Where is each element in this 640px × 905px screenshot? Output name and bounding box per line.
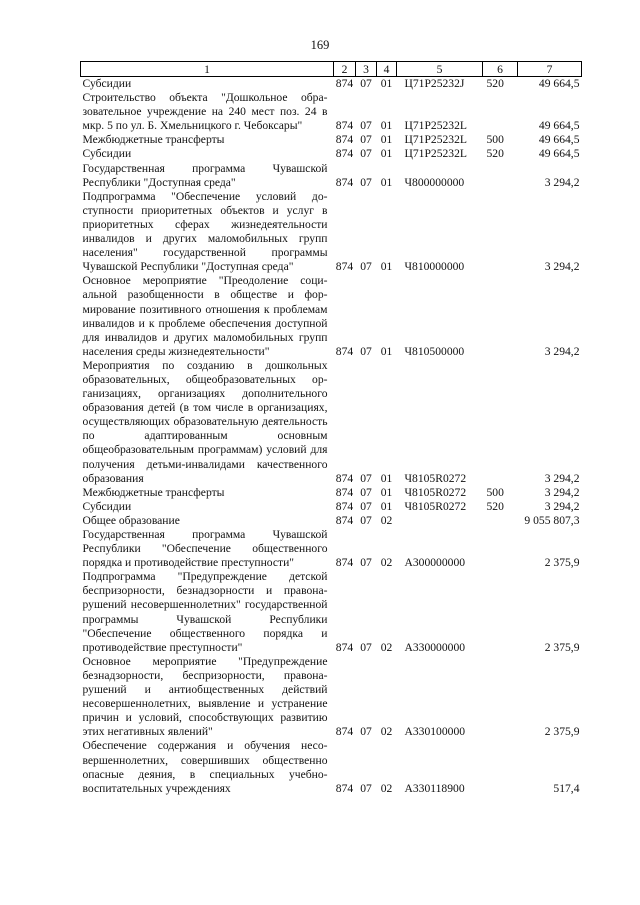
row-subsection-code: 02 <box>380 513 393 527</box>
table-row <box>81 570 582 655</box>
row-ministry-code: 874 <box>335 119 354 133</box>
row-expense-type: 520 <box>486 77 504 90</box>
row-ministry-code: 874 <box>335 556 354 570</box>
row-subsection-code: 01 <box>380 471 393 485</box>
row-description: Основное мероприятие "Преодоление социальной разобщенности в обществе и формирование позитивного отношения к проблемам инвалидов и к проблеме обеспечения доступной для инвалидов и других маломобильных групп населения среды жизнедеятельности" <box>82 274 328 358</box>
table-row <box>81 655 582 740</box>
row-amount: 49 664,5 <box>538 119 580 133</box>
row-section-code: 07 <box>360 725 372 739</box>
table-row <box>81 739 582 795</box>
table-row <box>81 162 582 190</box>
row-target-article: А300000000 <box>404 556 466 570</box>
row-ministry-code: 874 <box>335 147 354 161</box>
row-subsection-code: 01 <box>380 77 393 90</box>
row-expense-type <box>483 655 518 740</box>
table-row <box>81 514 582 528</box>
row-description: Подпрограмма "Обеспечение условий доступности приоритетных объектов и услуг в приоритетных сферах жизнедеятельности инвалидов и других маломобильных групп населения" государственной программы Чувашской Республики "Доступная среда" <box>82 189 328 274</box>
row-section-code: 07 <box>360 499 372 513</box>
row-target-article: Ч8105R0272 <box>404 485 467 499</box>
row-amount: 49 664,5 <box>538 77 580 90</box>
header-row <box>81 62 582 77</box>
row-target-article: Ц71Р25232L <box>404 133 467 147</box>
row-description: Государственная программа Чувашской Республики "Обеспечение общественного порядка и противодействие преступности" <box>82 528 328 570</box>
row-ministry-code: 874 <box>335 175 354 189</box>
row-description: Строительство объекта "Дошкольное образовательное учреждение на 240 мест поз. 24 в мкр. 5 по ул. Б. Хмельницкого г. Чебоксары" <box>82 91 328 133</box>
row-subsection-code: 01 <box>380 119 393 133</box>
row-amount: 2 375,9 <box>544 640 580 654</box>
row-description: Субсидии <box>82 147 132 161</box>
row-expense-type: 520 <box>486 499 504 513</box>
row-section-code: 07 <box>360 147 372 161</box>
row-subsection-code: 01 <box>380 133 393 147</box>
row-target-article: А330118900 <box>404 781 465 795</box>
row-ministry-code: 874 <box>335 471 354 485</box>
row-section-code: 07 <box>360 175 372 189</box>
row-amount: 3 294,2 <box>544 471 580 485</box>
row-ministry-code: 874 <box>335 77 354 90</box>
row-subsection-code: 02 <box>380 556 393 570</box>
row-amount: 3 294,2 <box>544 499 580 513</box>
row-amount: 49 664,5 <box>538 147 580 161</box>
table-row <box>81 77 582 92</box>
row-description: Субсидии <box>82 499 132 513</box>
table-row <box>81 91 582 133</box>
header-col-4: 4 <box>377 62 397 77</box>
row-subsection-code: 01 <box>380 147 393 161</box>
row-expense-type <box>483 190 518 275</box>
row-expense-type <box>483 570 518 655</box>
row-amount: 49 664,5 <box>538 133 580 147</box>
row-description: Межбюджетные трансферты <box>82 133 225 147</box>
row-description: Субсидии <box>82 77 132 90</box>
row-subsection-code: 01 <box>380 499 393 513</box>
row-amount: 2 375,9 <box>544 556 580 570</box>
row-amount: 2 375,9 <box>544 725 580 739</box>
row-section-code: 07 <box>360 77 372 90</box>
row-description: Государственная программа Чувашской Республики "Доступная среда" <box>82 161 328 189</box>
row-section-code: 07 <box>360 640 372 654</box>
row-expense-type <box>483 739 518 795</box>
row-description: Основное мероприятие "Предупреждение безнадзорности, беспризорности, правонарушений и антиобщественных действий несовершеннолетних, выявление и устранение причин и условий, способствующих развитию этих негативных явлений" <box>82 654 328 739</box>
row-section-code: 07 <box>360 471 372 485</box>
row-amount: 3 294,2 <box>544 260 580 274</box>
row-ministry-code: 874 <box>335 513 354 527</box>
row-ministry-code: 874 <box>335 725 354 739</box>
header-col-2: 2 <box>334 62 356 77</box>
row-ministry-code: 874 <box>335 485 354 499</box>
row-target-article: А330000000 <box>404 640 466 654</box>
header-col-7: 7 <box>518 62 582 77</box>
table-row <box>81 486 582 500</box>
header-col-1: 1 <box>81 62 334 77</box>
row-ministry-code: 874 <box>335 260 354 274</box>
row-section-code: 07 <box>360 260 372 274</box>
row-target-article: Ц71Р25232L <box>404 119 467 133</box>
row-amount: 3 294,2 <box>544 485 580 499</box>
row-section-code: 07 <box>360 133 372 147</box>
row-amount: 3 294,2 <box>544 175 580 189</box>
row-expense-type: 520 <box>486 147 504 161</box>
row-section-code: 07 <box>360 485 372 499</box>
row-description: Мероприятия по созданию в дошкольных образовательных, общеобразовательных организациях, организациях дополнительного образования детей (в том числе в организациях, осуществляющих образовательную деятельность по адаптированным основным общеобразовательным программам) условий для получения детьми-инвалидами качественного образования <box>82 358 328 485</box>
row-expense-type <box>483 528 518 570</box>
row-subsection-code: 02 <box>380 640 393 654</box>
row-subsection-code: 01 <box>380 485 393 499</box>
row-expense-type <box>483 359 518 486</box>
row-expense-type <box>483 274 518 359</box>
row-description: Общее образование <box>82 513 180 527</box>
row-description: Подпрограмма "Предупреждение детской беспризорности, безнадзорности и правонарушений несовершеннолетних" государственной программы Чувашской Республики "Обеспечение общественного порядка и противодействие преступности" <box>82 570 328 654</box>
row-subsection-code: 01 <box>380 344 393 358</box>
page-number: 169 <box>310 38 330 52</box>
table-row <box>81 190 582 275</box>
row-target-article: Ц71Р25232J <box>404 77 465 90</box>
row-target-article: Ч810500000 <box>404 344 465 358</box>
row-target-article <box>397 514 483 528</box>
row-target-article: Ч8105R0272 <box>404 471 467 485</box>
table-row <box>81 274 582 359</box>
table-row <box>81 133 582 147</box>
row-ministry-code: 874 <box>335 781 354 795</box>
row-target-article: Ч800000000 <box>404 175 465 189</box>
header-col-6: 6 <box>483 62 518 77</box>
row-subsection-code: 01 <box>380 260 393 274</box>
row-expense-type <box>483 162 518 190</box>
row-ministry-code: 874 <box>335 640 354 654</box>
row-description: Межбюджетные трансферты <box>82 485 225 499</box>
row-amount: 517,4 <box>553 781 580 795</box>
row-section-code: 07 <box>360 344 372 358</box>
row-section-code: 07 <box>360 781 372 795</box>
table-body <box>81 77 582 796</box>
header-col-5: 5 <box>397 62 483 77</box>
row-section-code: 07 <box>360 556 372 570</box>
row-target-article: А330100000 <box>404 725 466 739</box>
row-ministry-code: 874 <box>335 344 354 358</box>
row-subsection-code: 02 <box>380 781 393 795</box>
row-section-code: 07 <box>360 119 372 133</box>
row-section-code: 07 <box>360 513 372 527</box>
row-ministry-code: 874 <box>335 499 354 513</box>
budget-table <box>80 61 582 796</box>
row-ministry-code: 874 <box>335 133 354 147</box>
row-subsection-code: 02 <box>380 725 393 739</box>
table-row <box>81 500 582 514</box>
table-row <box>81 359 582 486</box>
row-target-article: Ч8105R0272 <box>404 499 467 513</box>
row-target-article: Ц71Р25232L <box>404 147 467 161</box>
row-target-article: Ч810000000 <box>404 260 465 274</box>
row-expense-type <box>483 514 518 528</box>
header-col-3: 3 <box>356 62 377 77</box>
table-header <box>81 62 582 77</box>
table-row <box>81 528 582 570</box>
row-subsection-code: 01 <box>380 175 393 189</box>
row-expense-type: 500 <box>486 133 504 147</box>
row-amount: 3 294,2 <box>544 344 580 358</box>
row-amount: 9 055 807,3 <box>524 513 580 527</box>
row-description: Обеспечение содержания и обучения несовершеннолетних, совершивших общественно опасные деяния, в специальных учебно-воспитательных учреждениях <box>82 739 328 795</box>
row-expense-type: 500 <box>486 485 504 499</box>
table-row <box>81 147 582 161</box>
row-expense-type <box>483 91 518 133</box>
